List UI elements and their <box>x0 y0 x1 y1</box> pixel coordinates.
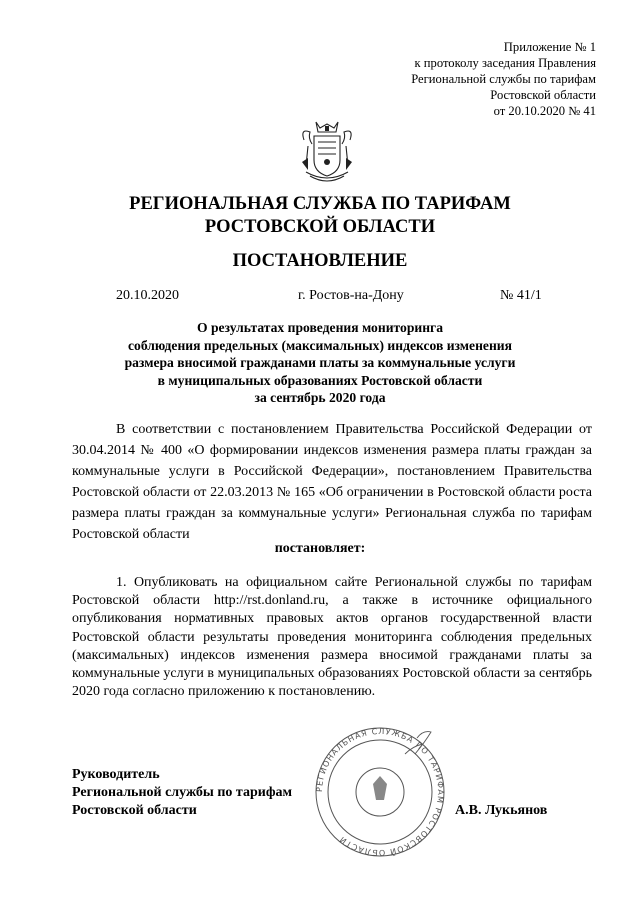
subject-line: за сентябрь 2020 года <box>254 390 386 405</box>
document-subject <box>80 319 560 407</box>
preamble-paragraph: В соответствии с постановлением Правительства Российской Федерации от 30.04.2014 № 400 «О формировании индексов изменения размера платы граждан за коммунальные услуги в Российской Федерации», постановлением Правительства Ростовской области от 22.03.2013 № 165 «Об ограничении в Ростовской области роста размера платы граждан за коммунальные услуги» Региональная служба по тарифам Ростовской области <box>72 422 592 543</box>
document-number: № 41/1 <box>500 288 542 303</box>
signatory-position-line: Ростовской области <box>72 802 197 818</box>
appendix-note <box>411 39 596 119</box>
appendix-line: Региональной службы по тарифам <box>411 72 596 86</box>
document-date: 20.10.2020 <box>116 288 179 303</box>
document-meta-row <box>0 287 640 307</box>
subject-line: соблюдения предельных (максимальных) индексов изменения <box>128 337 512 353</box>
coat-of-arms-icon <box>296 118 358 186</box>
signatory-name: А.В. Лукьянов <box>455 803 548 818</box>
subject-line: размера вносимой гражданами платы за коммунальные услуги <box>124 355 516 370</box>
organization-title <box>0 193 640 239</box>
organization-title-line: РЕГИОНАЛЬНАЯ СЛУЖБА ПО ТАРИФАМ <box>129 194 511 214</box>
document-type-heading: ПОСТАНОВЛЕНИЕ <box>232 251 408 271</box>
appendix-line: Приложение № 1 <box>503 40 596 54</box>
signatory-position-line: Региональной службы по тарифам <box>72 784 293 800</box>
document-city: г. Ростов-на-Дону <box>298 288 404 303</box>
clause-1-paragraph: 1. Опубликовать на официальном сайте Региональной службы по тарифам Ростовской области http://rst.donland.ru, а также в источнике официального опубликования нормативных правовых актов органов государственной власти Ростовской области результаты проведения мониторинга соблюдения предельных (максимальных) индексов изменения размера вносимой гражданами платы за коммунальные услуги в муниципальных образованиях Ростовской области за сентябрь 2020 года согласно приложению к постановлению. <box>72 575 592 700</box>
signatory-position-line: Руководитель <box>72 767 160 782</box>
appendix-line: к протоколу заседания Правления <box>414 56 596 70</box>
subject-line: О результатах проведения мониторинга <box>196 320 444 335</box>
appendix-line: от 20.10.2020 № 41 <box>493 104 596 118</box>
appendix-line: Ростовской области <box>490 88 596 102</box>
seal-text: РЕГИОНАЛЬНАЯ СЛУЖБА ПО ТАРИФАМ РОСТОВСКОЙ ОБЛАСТИ <box>314 726 446 858</box>
official-seal-icon <box>305 724 455 859</box>
organization-title-line: РОСТОВСКОЙ ОБЛАСТИ <box>204 217 436 237</box>
signatory-position <box>72 766 292 819</box>
subject-line: в муниципальных образованиях Ростовской области <box>157 372 483 388</box>
resolve-heading: постановляет: <box>274 541 366 556</box>
